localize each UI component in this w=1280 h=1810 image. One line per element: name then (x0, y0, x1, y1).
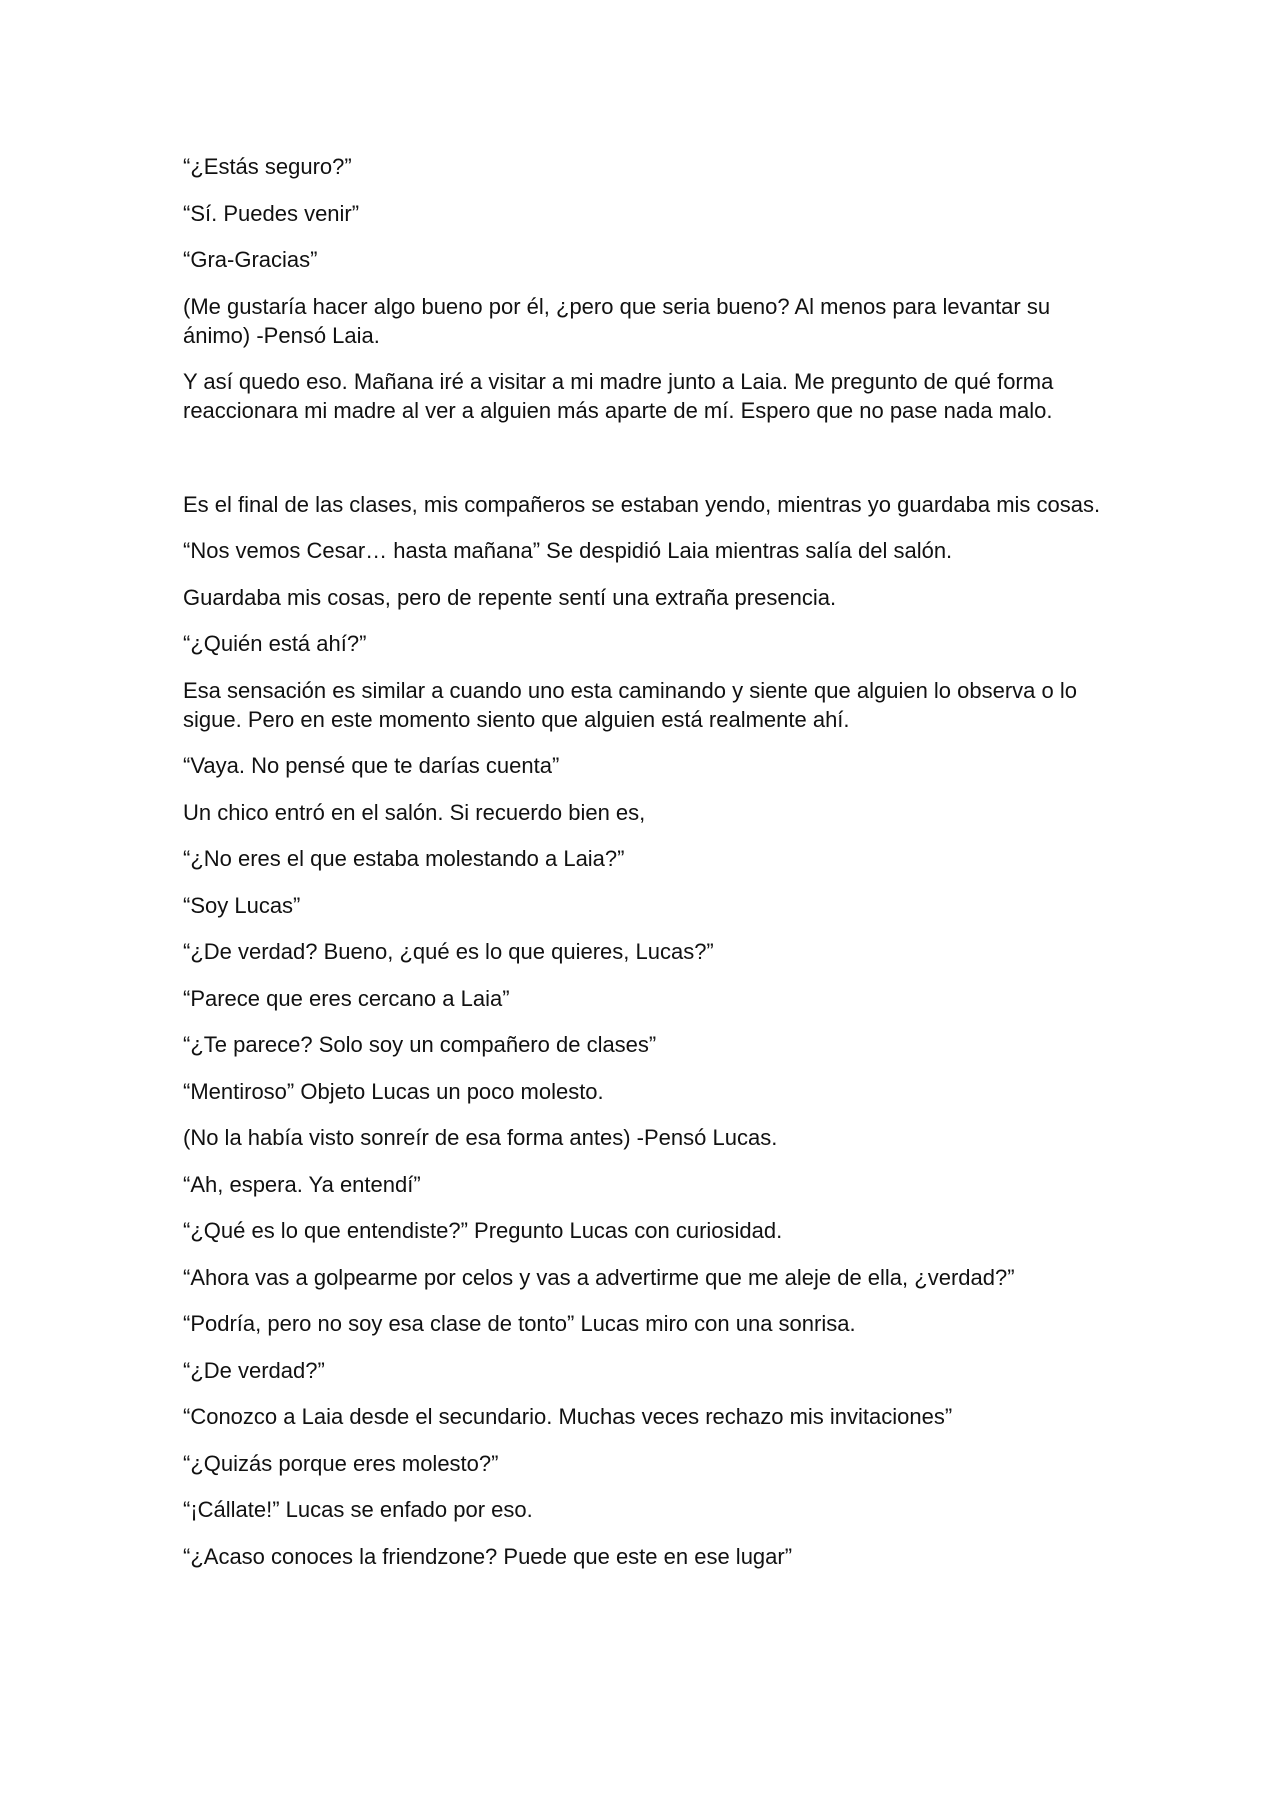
paragraph: “¿Quizás porque eres molesto?” (183, 1450, 499, 1476)
paragraph: Un chico entró en el salón. Si recuerdo bien es, (183, 799, 646, 825)
paragraph: “¿Acaso conoces la friendzone? Puede que este en ese lugar” (183, 1543, 793, 1569)
paragraph: “Sí. Puedes venir” (183, 200, 360, 226)
paragraph: “¿De verdad? Bueno, ¿qué es lo que quieres, Lucas?” (183, 939, 714, 964)
paragraph: Esa sensación es similar a cuando uno esta caminando y siente que alguien lo observa o lo sigue. Pero en este momento siento que alguien está realmente ahí. (183, 677, 1084, 732)
paragraph: “Podría, pero no soy esa clase de tonto” Lucas miro con una sonrisa. (183, 1311, 856, 1336)
document-body (183, 152, 1103, 1588)
paragraph: “Gra-Gracias” (183, 247, 318, 272)
paragraph: “¿De verdad?” (183, 1357, 325, 1383)
paragraph: “Ah, espera. Ya entendí” (183, 1171, 421, 1197)
paragraph: “Parece que eres cercano a Laia” (183, 985, 510, 1011)
paragraph: “¿Estás seguro?” (183, 154, 352, 179)
paragraph: “¿Quién está ahí?” (183, 631, 367, 656)
paragraph: “Nos vemos Cesar… hasta mañana” Se despidió Laia mientras salía del salón. (183, 538, 953, 563)
paragraph: Guardaba mis cosas, pero de repente sentí una extraña presencia. (183, 584, 837, 610)
paragraph: “¡Cállate!” Lucas se enfado por eso. (183, 1497, 533, 1522)
paragraph: Es el final de las clases, mis compañeros se estaban yendo, mientras yo guardaba mis cosas. (183, 491, 1101, 517)
paragraph: (Me gustaría hacer algo bueno por él, ¿pero que seria bueno? Al menos para levantar su ánimo) -Pensó Laia. (183, 293, 1057, 348)
paragraph: “Ahora vas a golpearme por celos y vas a advertirme que me aleje de ella, ¿verdad?” (183, 1264, 1015, 1290)
paragraph: “Soy Lucas” (183, 892, 301, 918)
paragraph: “¿Te parece? Solo soy un compañero de clases” (183, 1032, 657, 1057)
paragraph: (No la había visto sonreír de esa forma antes) -Pensó Lucas. (183, 1125, 778, 1150)
paragraph: Y así quedo eso. Mañana iré a visitar a mi madre junto a Laia. Me pregunto de qué forma reaccionara mi madre al ver a alguien más aparte de mí. Espero que no pase nada malo. (183, 369, 1060, 423)
paragraph: “Conozco a Laia desde el secundario. Muchas veces rechazo mis invitaciones” (183, 1404, 953, 1429)
paragraph: “Vaya. No pensé que te darías cuenta” (183, 753, 560, 778)
paragraph: “¿No eres el que estaba molestando a Laia?” (183, 846, 625, 871)
paragraph: “¿Qué es lo que entendiste?” Pregunto Lucas con curiosidad. (183, 1218, 783, 1243)
section-break (183, 443, 1103, 490)
paragraph: “Mentiroso” Objeto Lucas un poco molesto. (183, 1078, 604, 1104)
